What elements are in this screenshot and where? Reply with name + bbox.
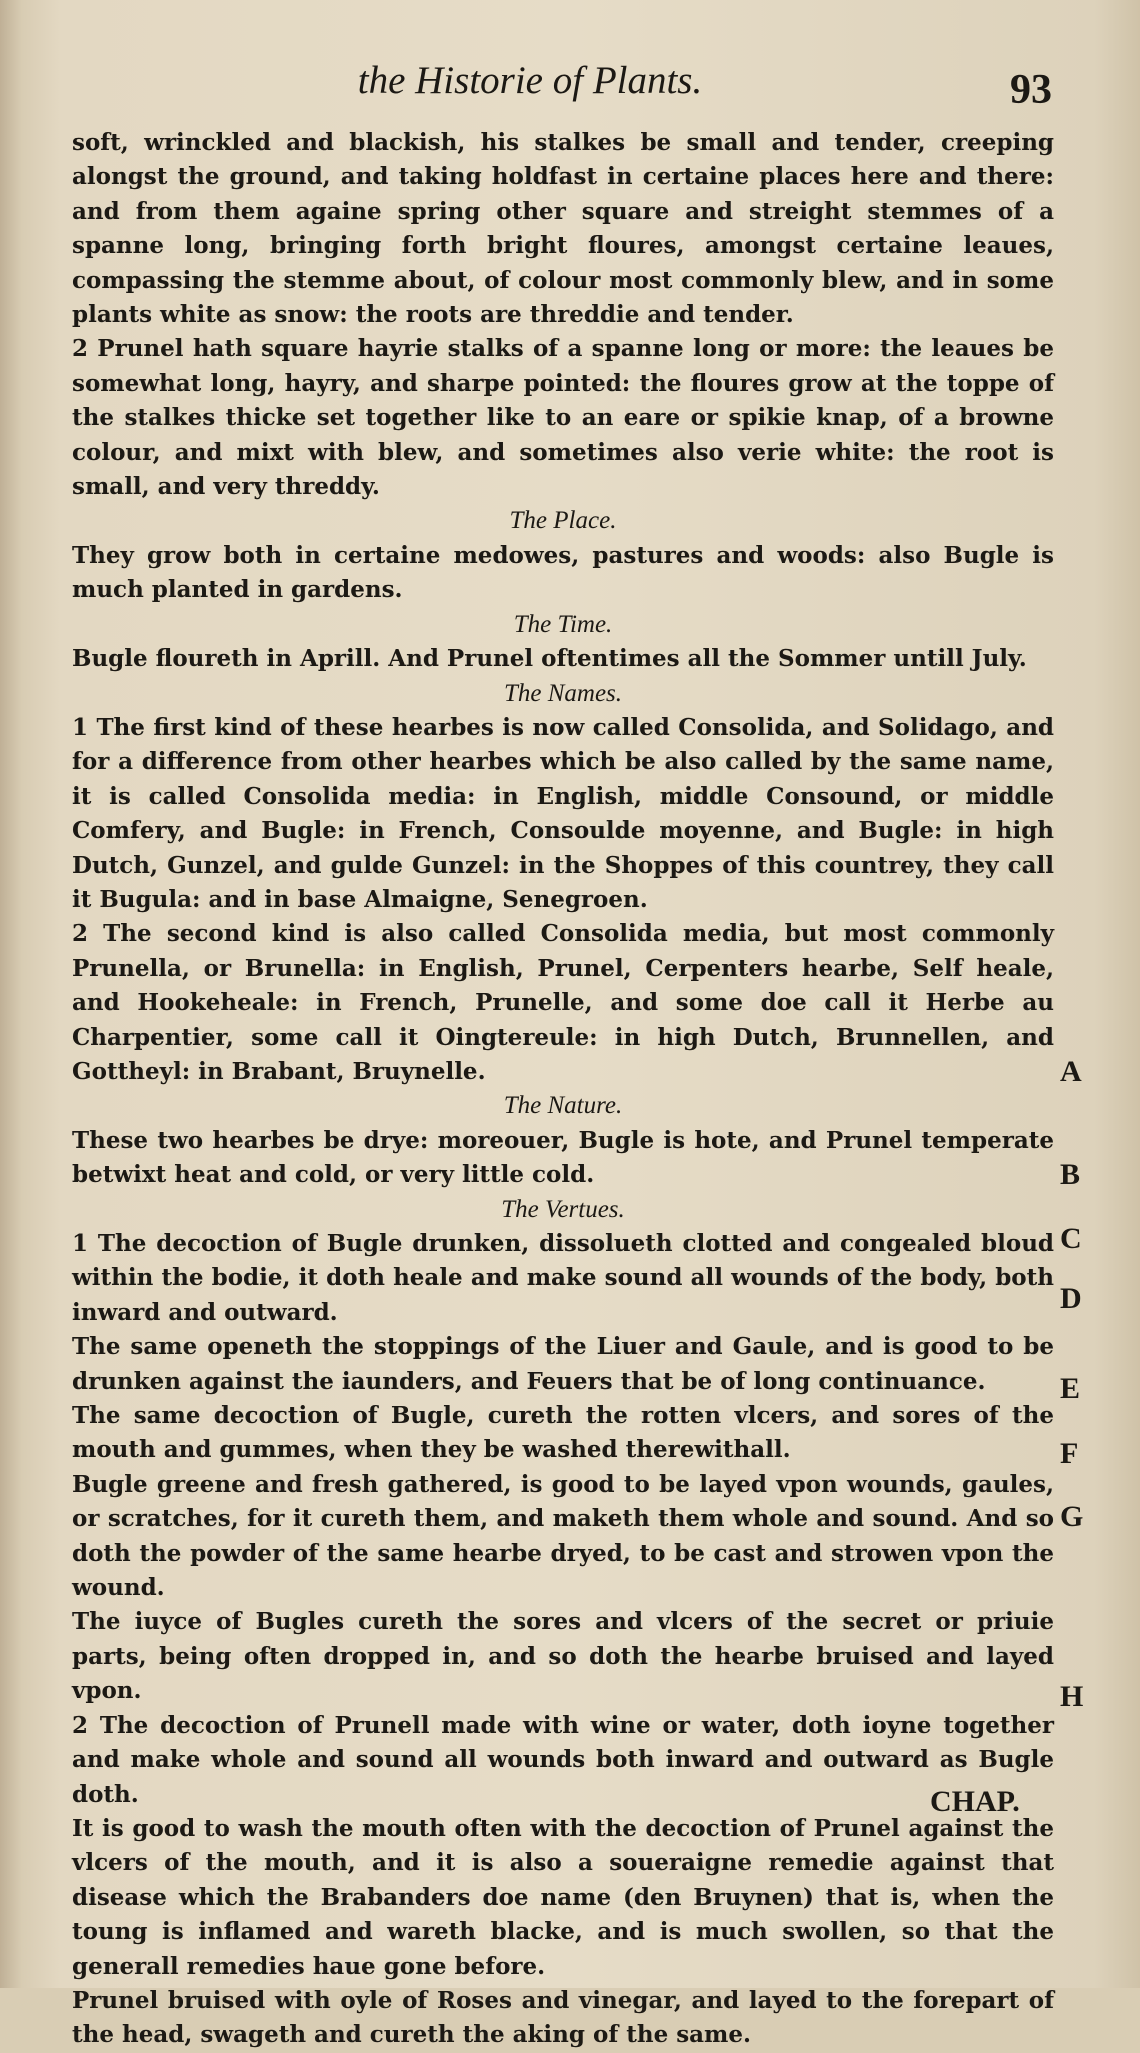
description-continued: soft, wrinckled and blackish, his stalkes be small and tender, creeping alongst the ground, and taking holdfast in certaine places here and there: and from them againe spring other square and streight stemmes of a spanne long, bringing forth bright floures, amongst certaine leaues, compassing the stemme about, of colour most commonly blew, and in some plants white as snow: the roots are threddie and tender. xyxy=(72,129,1054,329)
margin-letter-a: A xyxy=(1060,1055,1082,1088)
vertue-paragraph-c: The same decoction of Bugle, cureth the rotten vlcers, and sores of the mouth and gummes, when they be washed therewithall. xyxy=(72,1402,1054,1464)
heading-place: The Place. xyxy=(509,507,617,535)
time-paragraph: Bugle floureth in Aprill. And Prunel oftentimes all the Sommer untill July. xyxy=(72,645,1027,673)
names-paragraph-2: 2 The second kind is also called Consolida media, but most commonly Prunella, or Brunella: in English, Prunel, Cerpenters hearbe, Self heale, and Hookeheale: in French, Prunelle, and some doe call it Herbe au Charpentier, some call it Oingtereule: in high Dutch, Brunnellen, and Gottheyl: in Brabant, Bruynelle. xyxy=(72,920,1054,1085)
vertue-paragraph-a: 1 The decoction of Bugle drunken, dissolueth clotted and congealed bloud within the bodie, it doth heale and make sound all wounds of the body, both inward and outward. xyxy=(72,1230,1054,1326)
margin-letter-c: C xyxy=(1060,1222,1082,1255)
margin-letter-e: E xyxy=(1060,1372,1081,1405)
vertue-paragraph-f: 2 The decoction of Prunell made with wine or water, doth ioyne together and make whole and sound all wounds both inward and outward as Bugle doth. xyxy=(72,1711,1054,1808)
running-title: the Historie of Plants. xyxy=(357,59,703,102)
catchword: CHAP. xyxy=(930,1785,1020,1818)
description-prunel: 2 Prunel hath square hayrie stalks of a spanne long or more: the leaues be somewhat long, hayry, and sharpe pointed: the floures grow at the toppe of the stalkes thicke set together like to an eare or spikie knap, of a browne colour, and mixt with blew, and sometimes also verie white: the root is small, and very threddy. xyxy=(72,335,1054,501)
vertue-paragraph-b: The same openeth the stoppings of the Liuer and Gaule, and is good to be drunken against the iaunders, and Feuers that be of long continuance. xyxy=(72,1333,1054,1395)
heading-time: The Time. xyxy=(513,610,613,638)
names-paragraph-1: 1 The first kind of these hearbes is now called Consolida, and Solidago, and for a difference from other hearbes which be also called by the same name, it is called Consolida media: in English, middle Consound, or middle Comfery, and Bugle: in French, Consoulde moyenne, and Bugle: in high Dutch, Gunzel, and gulde Gunzel: in the Shoppes of this countrey, they call it Bugula: and in base Almaigne, Senegroen. xyxy=(72,713,1054,913)
place-paragraph: They grow both in certaine medowes, pastures and woods: also Bugle is much planted in gardens. xyxy=(72,541,1054,604)
margin-letter-d: D xyxy=(1060,1282,1082,1315)
margin-letter-h: H xyxy=(1060,1680,1084,1713)
margin-letter-b: B xyxy=(1060,1158,1081,1191)
vertue-paragraph-h: Prunel bruised with oyle of Roses and vinegar, and layed to the forepart of the head, swageth and cureth the aking of the same. xyxy=(72,1986,1054,2049)
vertue-paragraph-g: It is good to wash the mouth often with the decoction of Prunel against the vlcers of the mouth, and it is also a soueraigne remedie against that disease which the Brabanders doe name (den Bruynen) that is, when the toung is inflamed and wareth blacke, and is much swollen, so that the generall remedies haue gone before. xyxy=(72,1814,1054,1980)
heading-vertues: The Vertues. xyxy=(501,1195,625,1223)
vertue-paragraph-e: The iuyce of Bugles cureth the sores and vlcers of the secret or priuie parts, being often dropped in, and so doth the hearbe bruised and layed vpon. xyxy=(72,1608,1054,1705)
heading-names: The Names. xyxy=(503,679,623,707)
margin-letter-f: F xyxy=(1060,1437,1079,1470)
margin-letter-g: G xyxy=(1060,1500,1084,1533)
page-number: 93 xyxy=(1010,67,1052,113)
heading-nature: The Nature. xyxy=(503,1092,623,1120)
vertue-paragraph-d: Bugle greene and fresh gathered, is good to be layed vpon wounds, gaules, or scratches, for it cureth them, and maketh them whole and sound. And so doth the powder of the same hearbe dryed, to be cast and strowen vpon the wound. xyxy=(72,1470,1054,1602)
nature-paragraph: These two hearbes be drye: moreouer, Bugle is hote, and Prunel temperate betwixt heat and cold, or very little cold. xyxy=(72,1126,1054,1189)
page-text xyxy=(72,126,1054,2053)
